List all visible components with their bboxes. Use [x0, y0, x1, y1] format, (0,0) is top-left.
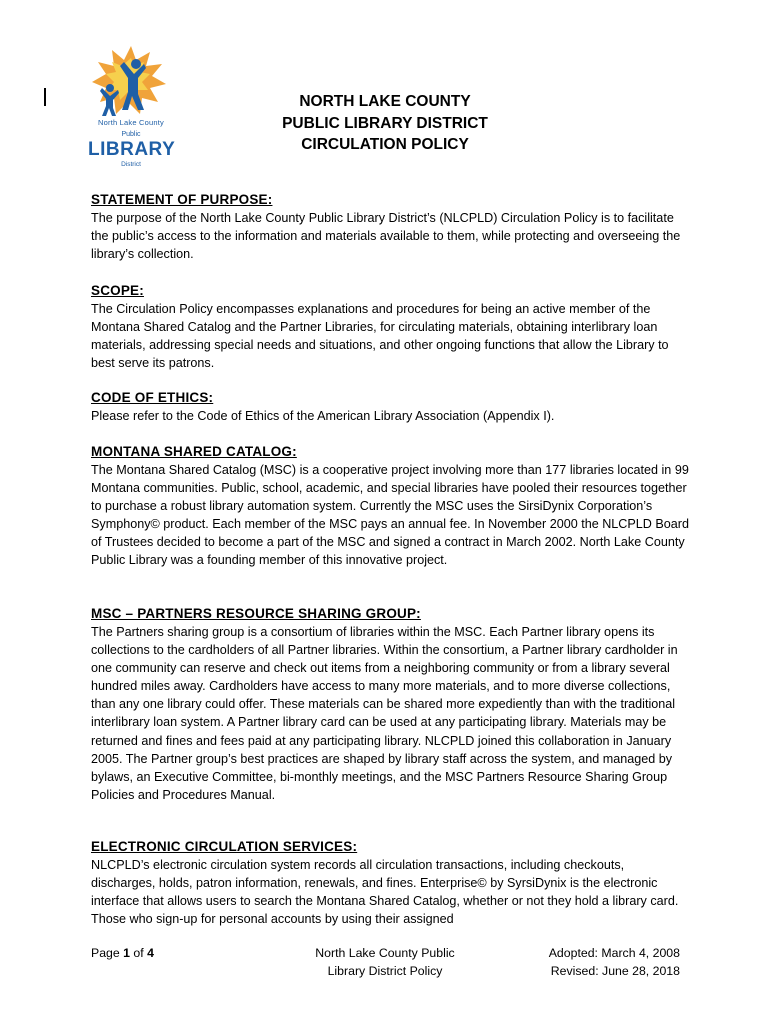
footer-policy-name [280, 944, 490, 980]
section-heading: CODE OF ETHICS: [91, 390, 214, 405]
section-partners-resource-sharing [91, 605, 691, 804]
footer-dates [480, 944, 680, 980]
section-heading: SCOPE: [91, 283, 144, 298]
library-logo [88, 44, 174, 170]
section-body: Please refer to the Code of Ethics of the American Library Association (Appendix I). [91, 409, 555, 423]
footer-revised-date: Revised: June 28, 2018 [550, 964, 680, 978]
section-electronic-circulation [91, 838, 691, 928]
footer-adopted-date: Adopted: March 4, 2008 [548, 946, 680, 960]
library-logo-graphic [88, 44, 174, 118]
footer-page-number [91, 944, 154, 962]
footer-policy-line-1: North Lake County Public [315, 946, 455, 960]
logo-text-public: Public [121, 131, 141, 138]
logo-text-north-lake-county: North Lake County [98, 118, 164, 127]
section-body: The Partners sharing group is a consortium of libraries within the MSC. Each Partner library opens its collections to the cardholders of all Partner libraries. Within the consortium, a Partner library cardholder in one community can reserve and check out items from a neighboring community or from a library several hundred miles away. Cardholders have access to many more materials, and to more diverse collections, than any one library could offer. These materials can be shared more expediently than with the traditional interlibrary loan system. A Partner library card can be used at any participating library. Materials may be returned and fines and fees paid at any participating library. NLCPLD joined this collaboration in January 2005. The Partner group’s best practices are shaped by library staff across the system, and managed by bylaws, an Executive Committee, bi-monthly meetings, and the MSC Partners Resource Sharing Group Policies and Procedures Manual. [91, 625, 678, 802]
section-body: The purpose of the North Lake County Public Library District’s (NLCPLD) Circulation Policy is to facilitate the public’s access to the information and materials available to them, while protecting and overseeing the library’s collection. [91, 211, 681, 262]
section-heading: STATEMENT OF PURPOSE: [91, 192, 273, 207]
section-body: The Circulation Policy encompasses explanations and procedures for being an active member of the Montana Shared Catalog and the Partner Libraries, for circulating materials, obtaining interlibrary loan materials, addressing special needs and situations, and other ongoing functions that allow the Library to best serve its patrons. [91, 302, 669, 371]
section-heading: MSC – PARTNERS RESOURCE SHARING GROUP: [91, 606, 421, 621]
section-montana-shared-catalog [91, 443, 691, 570]
footer-page-label: Page [91, 946, 120, 960]
section-heading: ELECTRONIC CIRCULATION SERVICES: [91, 839, 358, 854]
logo-text-library: LIBRARY [88, 139, 176, 160]
logo-text-district: District [121, 161, 141, 168]
section-scope [91, 282, 691, 372]
footer-page-current: 1 [123, 946, 130, 960]
section-body: The Montana Shared Catalog (MSC) is a cooperative project involving more than 177 libraries located in 99 Montana communities. Public, school, academic, and special libraries have pooled their resources together to purchase a robust library automation system. Currently the MSC uses the SirsiDynix Corporation’s Symphony© product. Each member of the MSC pays an annual fee. In November 2000 the NLCPLD Board of Trustees decided to become a part of the MSC and signed a contract in March 2002. North Lake County Public Library was a founding member of this innovative project. [91, 463, 690, 568]
section-body: NLCPLD’s electronic circulation system records all circulation transactions, including checkouts, discharges, holds, patron information, renewals, and fines. Enterprise© by SyrsiDynix is the electronic interface that allows users to search the Montana Shared Catalog, whether or not they hold a library card. Those who sign-up for personal accounts by using their assigned [91, 858, 679, 927]
footer-policy-line-2: Library District Policy [327, 964, 443, 978]
footer-page-of: of [133, 946, 144, 960]
section-statement-of-purpose [91, 191, 691, 263]
document-title-line-2: PUBLIC LIBRARY DISTRICT [282, 115, 488, 132]
section-code-of-ethics [91, 389, 691, 425]
document-title-line-1: NORTH LAKE COUNTY [299, 93, 471, 110]
document-title-line-3: CIRCULATION POLICY [301, 136, 469, 153]
section-heading: MONTANA SHARED CATALOG: [91, 444, 297, 459]
footer-page-total: 4 [147, 946, 154, 960]
text-cursor [44, 88, 46, 106]
